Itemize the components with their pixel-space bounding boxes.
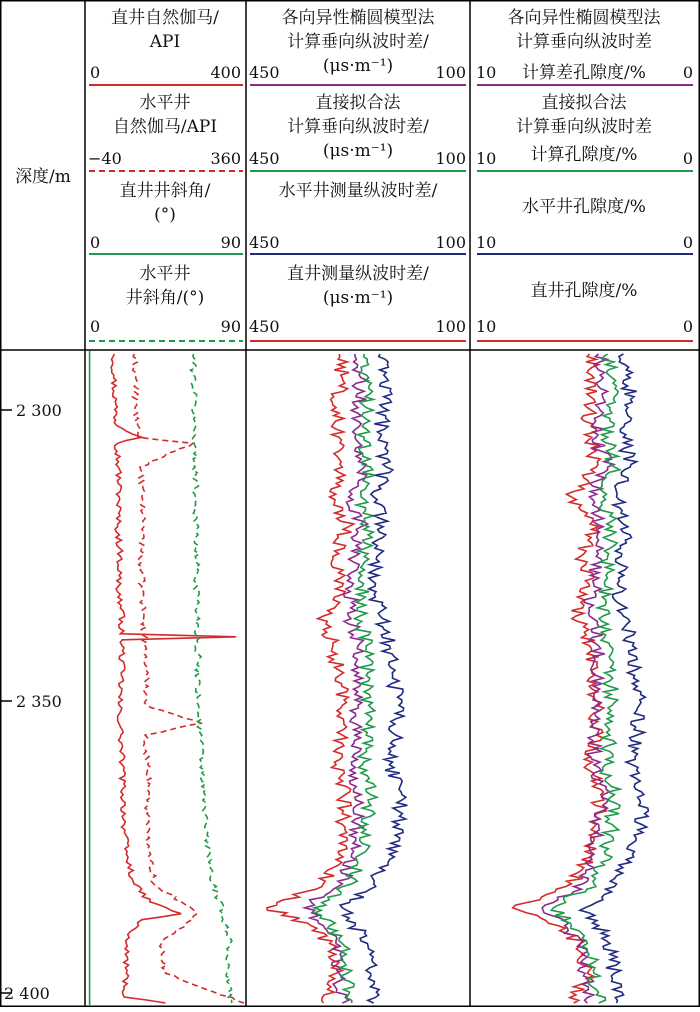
t2c3-scale-min: 450 <box>249 233 280 252</box>
t1c2-scale-min: −40 <box>88 149 122 168</box>
curve-track3-series-9 <box>542 354 614 1003</box>
t3c2-scale-min: 10 <box>476 149 497 168</box>
t3c3-scale-min: 10 <box>476 233 497 252</box>
t3c4-scale-min: 10 <box>476 317 497 336</box>
t1c3-scale-max: 90 <box>220 233 241 252</box>
t1c4-scale-min: 0 <box>90 317 101 336</box>
t3c4-scale-max: 0 <box>682 317 693 336</box>
t1c4-title-line2: 井斜角/(°) <box>125 288 205 308</box>
curve-track2-series-7 <box>340 354 407 1003</box>
t2c4-scale-max: 100 <box>435 317 466 336</box>
t3c1-scale-max: 0 <box>682 63 693 82</box>
track3-header <box>476 8 693 341</box>
t1c3-title-line2: (°) <box>154 205 176 225</box>
t2c4-title-line2: (μs·m⁻¹) <box>322 288 394 308</box>
t3c1-title-line1: 各向异性椭圆模型法 <box>507 8 661 28</box>
t2c4-scale-min: 450 <box>249 317 280 336</box>
t2c3-title-line1: 水平井测量纵波时差/ <box>278 181 438 201</box>
t2c2-title-line2: 计算垂向纵波时差/ <box>287 117 429 137</box>
curve-track2-series-6 <box>314 354 377 1003</box>
t1c3-scale-min: 0 <box>90 233 101 252</box>
t2c1-scale-max: 100 <box>435 63 466 82</box>
track1-header <box>88 8 243 341</box>
t2c1-scale-min: 450 <box>249 63 280 82</box>
t3c2-title-line2: 计算垂向纵波时差 <box>516 117 652 137</box>
t3c4-title-line1: 直井孔隙度/% <box>530 281 638 301</box>
t1c1-title-line1: 直井自然伽马/ <box>111 8 219 28</box>
t2c4-title-line1: 直井测量纵波时差/ <box>287 264 429 284</box>
t1c3-title-line1: 直井井斜角/ <box>119 181 211 201</box>
t3c3-scale-max: 0 <box>682 233 693 252</box>
t3c1-title-line3: 计算差孔隙度/% <box>522 63 646 83</box>
t3c2-title-line3: 计算孔隙度/% <box>530 145 638 165</box>
depth-tick-label-2350: 2 350 <box>16 692 62 711</box>
t2c2-title-line1: 直接拟合法 <box>315 93 401 113</box>
t1c2-title-line1: 水平井 <box>139 93 191 113</box>
t2c2-scale-min: 450 <box>249 149 280 168</box>
t2c1-title-line2: 计算垂向纵波时差/ <box>287 32 429 52</box>
t3c1-scale-min: 10 <box>476 63 497 82</box>
depth-ticks <box>0 401 62 1003</box>
log-curves <box>90 351 649 1006</box>
t1c4-title-line1: 水平井 <box>139 264 191 284</box>
t1c2-scale-max: 360 <box>210 149 241 168</box>
t1c1-title-line2: API <box>149 32 181 52</box>
t3c2-scale-max: 0 <box>682 149 693 168</box>
curve-track3-series-10 <box>551 354 620 1003</box>
curve-track1-series-1 <box>132 354 244 1003</box>
t2c2-title-line3: (μs·m⁻¹) <box>322 141 394 161</box>
t1c4-scale-max: 90 <box>220 317 241 336</box>
t1c1-scale-min: 0 <box>90 63 101 82</box>
t3c1-title-line2: 计算垂向纵波时差 <box>516 32 652 52</box>
depth-tick-label-2300: 2 300 <box>16 401 62 420</box>
curve-track1-series-3 <box>191 354 232 1003</box>
t3c2-title-line1: 直接拟合法 <box>541 93 627 113</box>
t2c1-title-line1: 各向异性椭圆模型法 <box>281 8 435 28</box>
track2-header <box>249 8 466 341</box>
t2c1-title-line3: (μs·m⁻¹) <box>322 56 394 76</box>
depth-tick-label-2400: 2 400 <box>4 984 50 1003</box>
t2c3-scale-max: 100 <box>435 233 466 252</box>
t1c1-scale-max: 400 <box>210 63 241 82</box>
t2c2-scale-max: 100 <box>435 149 466 168</box>
curve-track3-series-8 <box>513 354 606 1003</box>
t3c3-title-line1: 水平井孔隙度/% <box>522 197 646 217</box>
t1c2-title-line2: 自然伽马/API <box>112 117 218 137</box>
depth-header: 深度/m <box>15 167 71 187</box>
